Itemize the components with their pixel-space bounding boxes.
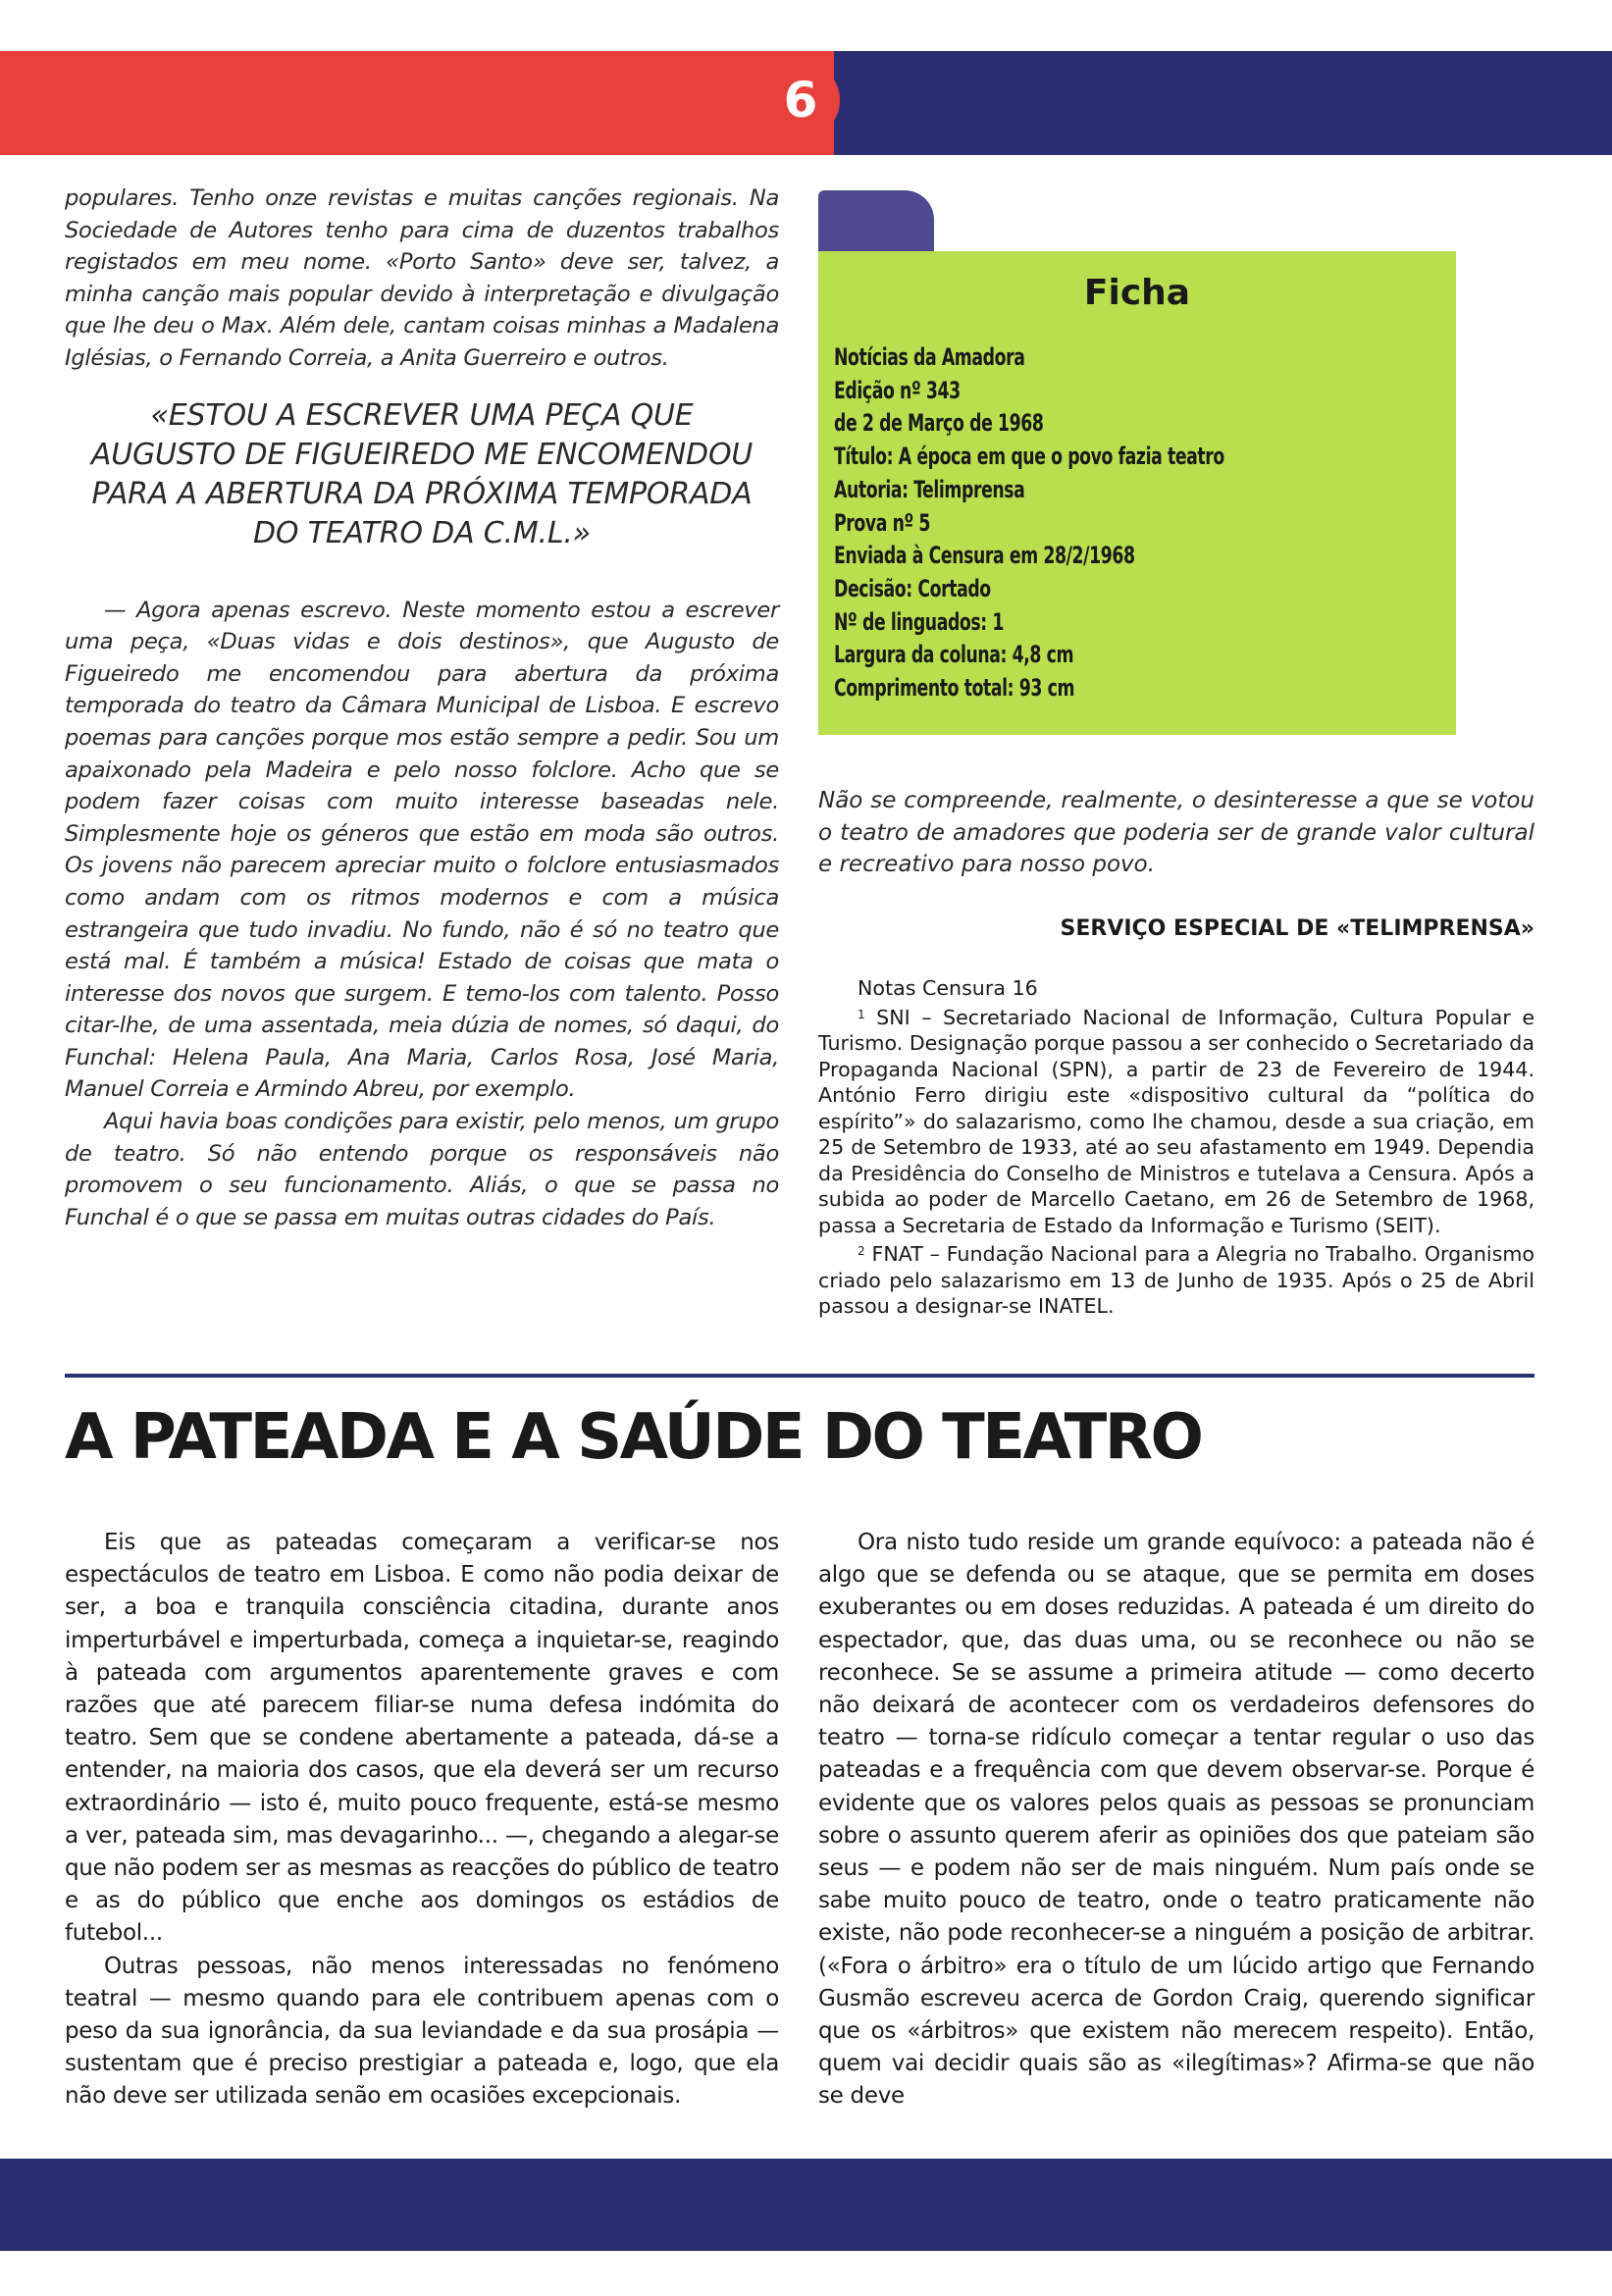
ficha-line: Título: A época em que o povo fazia teatro — [834, 443, 1224, 471]
ficha-line: Prova nº 5 — [834, 508, 931, 537]
ficha-title: Ficha — [1083, 273, 1191, 313]
footnote-mark: 1 — [858, 1007, 865, 1021]
ficha-panel — [818, 251, 1456, 735]
ficha-line: de 2 de Março de 1968 — [834, 409, 1044, 438]
footnote-2 — [818, 1238, 1534, 1320]
ficha-line: Comprimento total: 93 cm — [834, 674, 1075, 703]
ficha-line: Nº de linguados: 1 — [834, 607, 1005, 636]
ficha-line: Edição nº 343 — [834, 376, 961, 404]
footnote-text: FNAT – Fundação Nacional para a Alegria no Trabalho. Organismo criado pelo salazarismo em 13 de Junho de 1935. Após o 25 de Abril passou a designar-se INATEL. — [818, 1242, 1535, 1318]
section-divider — [65, 1374, 1534, 1378]
pull-quote: «ESTOU A ESCREVER UMA PEÇA QUE AUGUSTO DE FIGUEIREDO ME ENCOMENDOU PARA A ABERTURA DA PRÓXIMA TEMPORADA DO TEATRO DA C.M.L.» — [90, 397, 754, 550]
ficha-line: Autoria: Telimprensa — [834, 475, 1025, 503]
article-column-left — [65, 1527, 779, 2113]
interview-column — [65, 183, 779, 1233]
article-column-right — [818, 1527, 1534, 2113]
article-headline: A PATEADA E A SAÚDE DO TEATRO — [65, 1401, 1202, 1474]
interview-paragraph: — Agora apenas escrevo. Neste momento estou a escrever uma peça, «Duas vidas e dois destinos», que Augusto de Figueiredo me encomendou para abertura da próxima temporada do teatro da Câmara Municipal de Lisboa. E escrevo poemas para canções porque mos estão sempre a pedir. Sou um apaixonado pela Madeira e pelo nosso folclore. Acho que se podem fazer coisas com muito interesse baseadas nele. Simplesmente hoje os géneros que estão em moda são outros. Os jovens não parecem apreciar muito o folclore entusiasmados como andam com os ritmos modernos e com a música estrangeira que tudo invadiu. No fundo, não é só no teatro que está mal. É também a música! Estado de coisas que mata o interesse dos novos que surgem. E temo-los com talento. Posso citar-lhe, de uma assentada, meia dúzia de nomes, só daqui, do Funchal: Helena Paula, Ana Maria, Carlos Rosa, José Maria, Manuel Correia e Armindo Abreu, por exemplo. — [65, 597, 779, 1103]
notes-title: Notas Censura 16 — [858, 976, 1038, 1000]
footnote-mark: 2 — [858, 1244, 865, 1258]
closing-paragraph: Não se compreende, realmente, o desinteresse a que se votou o teatro de amadores que poderia ser de grande valor cultural e recreativo para nosso povo. — [818, 788, 1534, 877]
ficha-box — [818, 190, 1456, 735]
interview-paragraph: populares. Tenho onze revistas e muitas canções regionais. Na Sociedade de Autores tenho para cima de duzentos trabalhos registados em meu nome. «Porto Santo» deve ser, talvez, a minha canção mais popular devido à interpretação e divulgação que lhe deu o Max. Além dele, cantam coisas minhas a Madalena Iglésias, o Fernando Correia, a Anita Guerreiro e outros. — [65, 185, 779, 371]
ficha-line: Decisão: Cortado — [834, 574, 991, 602]
ficha-line: Notícias da Amadora — [834, 343, 1025, 371]
ficha-line: Enviada à Censura em 28/2/1968 — [834, 542, 1135, 570]
page-number-badge: 6 — [761, 61, 840, 139]
ficha-lines — [834, 341, 1224, 705]
interview-paragraph: Aqui havia boas condições para existir, pelo menos, um grupo de teatro. Só não entendo porque os responsáveis não promovem o seu funcionamento. Aliás, o que se passa no Funchal é o que se passa em muitas outras cidades do País. — [65, 1109, 779, 1230]
article-paragraph: Outras pessoas, não menos interessadas no fenómeno teatral — mesmo quando para ele contribuem apenas com o peso da sua ignorância, da sua leviandade e da sua prosápia — sustentam que é preciso prestigiar a pateada e, logo, que ela não deve ser utilizada senão em ocasiões excepcionais. — [65, 1953, 779, 2110]
byline-signature: SERVIÇO ESPECIAL DE «TELIMPRENSA» — [1060, 916, 1534, 941]
censorship-notes — [818, 975, 1534, 1320]
footer-band — [0, 2159, 1612, 2251]
ficha-line: Largura da coluna: 4,8 cm — [834, 641, 1074, 669]
header-band-red — [0, 51, 834, 155]
article-paragraph: Ora nisto tudo reside um grande equívoco: a pateada não é algo que se defenda ou se ataque, que se permita em doses exuberantes ou em doses reduzidas. A pateada é um direito do espectador, que, das duas uma, ou se reconhece ou não se reconhece. Se se assume a primeira atitude — como decerto não deixará de acontecer com os verdadeiros defensores do teatro — torna-se ridículo começar a tentar regular o uso das pateadas e a frequência com que devem observar-se. Porque é evidente que os valores pelos quais as pessoas se pronunciam sobre o assunto querem aferir as opiniões dos que pateiam são seus — e podem não ser de mais ninguém. Num país onde se sabe muito pouco de teatro, onde o teatro praticamente não existe, não pode reconhecer-se a ninguém a posição de arbitrar. («Fora o árbitro» era o título de um lúcido artigo que Fernando Gusmão escreveu acerca de Gordon Craig, querendo significar que os «árbitros» que existem não merecem respeito). Então, quem vai decidir quais são as «ilegítimas»? Afirma-se que não se deve — [818, 1530, 1534, 2110]
header-band-blue — [834, 51, 1612, 155]
footnote-text: SNI – Secretariado Nacional de Informação, Cultura Popular e Turismo. Designação porque passou a ser conhecido o Secretariado da Propaganda Nacional (SPN), a partir de 23 de Fevereiro de 1944. António Ferro dirigiu este «dispositivo cultural da “política do espírito”» do salazarismo, como lhe chamou, desde a sua criação, em 25 de Setembro de 1933, até ao seu afastamento em 1949. Dependia da Presidência do Conselho de Ministros e tutelava a Censura. Após a subida ao poder de Marcello Caetano, em 26 de Setembro de 1968, passa a Secretaria de Estado da Informação e Turismo (SEIT). — [818, 1005, 1535, 1237]
footnote-1 — [818, 1002, 1534, 1239]
article-paragraph: Eis que as pateadas começaram a verificar-se nos espectáculos de teatro em Lisboa. E como não podia deixar de ser, a boa e tranquila consciência citadina, durante anos imperturbável e imperturbada, começa a inquietar-se, reagindo à pateada com argumentos aparentemente graves e com razões que até parecem filiar-se numa defesa indómita do teatro. Sem que se condene abertamente a pateada, dá-se a entender, na maioria dos casos, que ela deverá ser um recurso extraordinário — isto é, muito pouco frequente, está-se mesmo a ver, pateada sim, mas devagarinho... —, chegando a alegar-se que não podem ser as mesmas as reacções do público de teatro e as do público que enche aos domingos os estádios de futebol... — [65, 1530, 779, 1947]
